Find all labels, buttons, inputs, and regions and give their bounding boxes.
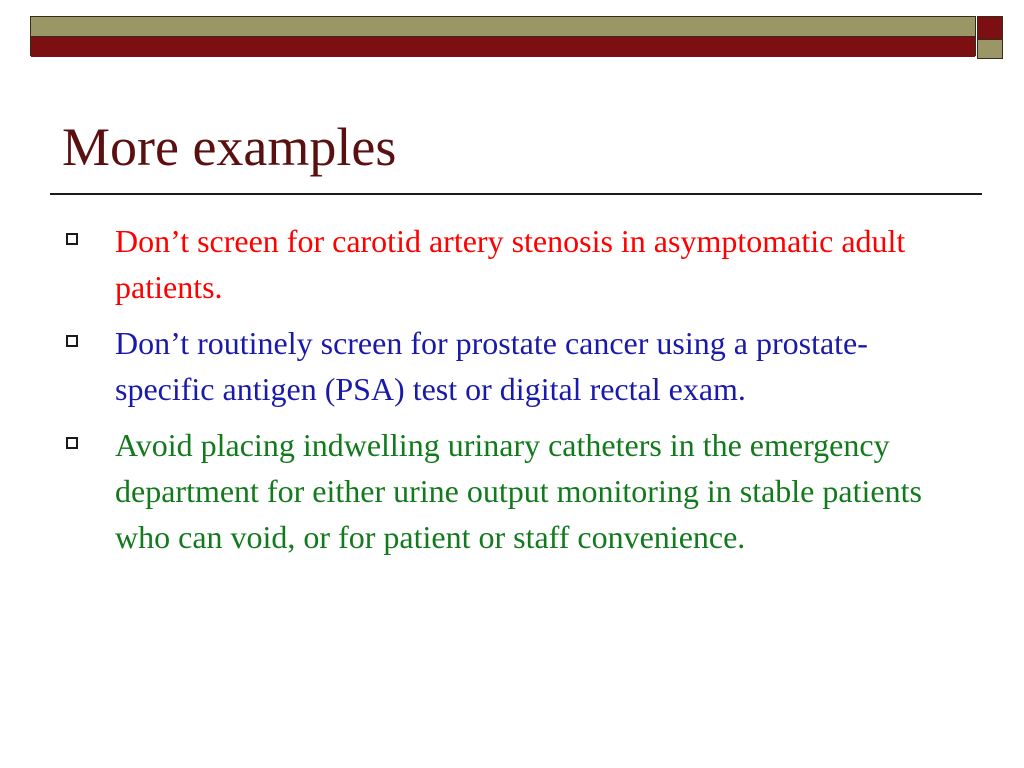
bullet-text: Don’t routinely screen for prostate cancer using a prostate-specific antigen (PSA) test or digital rectal exam. xyxy=(115,325,868,407)
bullet-text: Don’t screen for carotid artery stenosis in asymptomatic adult patients. xyxy=(115,223,906,305)
corner-accent-top xyxy=(977,16,1003,40)
title-divider xyxy=(50,193,982,195)
bullet-list xyxy=(0,218,1024,570)
bullet-item xyxy=(0,218,1024,310)
bullet-text: Avoid placing indwelling urinary catheters in the emergency department for either urine output monitoring in stable patients who can void, or for patient or staff convenience. xyxy=(115,427,922,555)
hollow-square-icon xyxy=(66,233,78,245)
hollow-square-icon xyxy=(66,437,78,449)
bullet-item xyxy=(0,320,1024,412)
header-accent-strip xyxy=(31,36,975,57)
corner-accent-bottom xyxy=(977,39,1003,59)
bullet-item xyxy=(0,422,1024,560)
header-band xyxy=(30,16,976,56)
hollow-square-icon xyxy=(66,335,78,347)
slide-title: More examples xyxy=(62,117,397,177)
